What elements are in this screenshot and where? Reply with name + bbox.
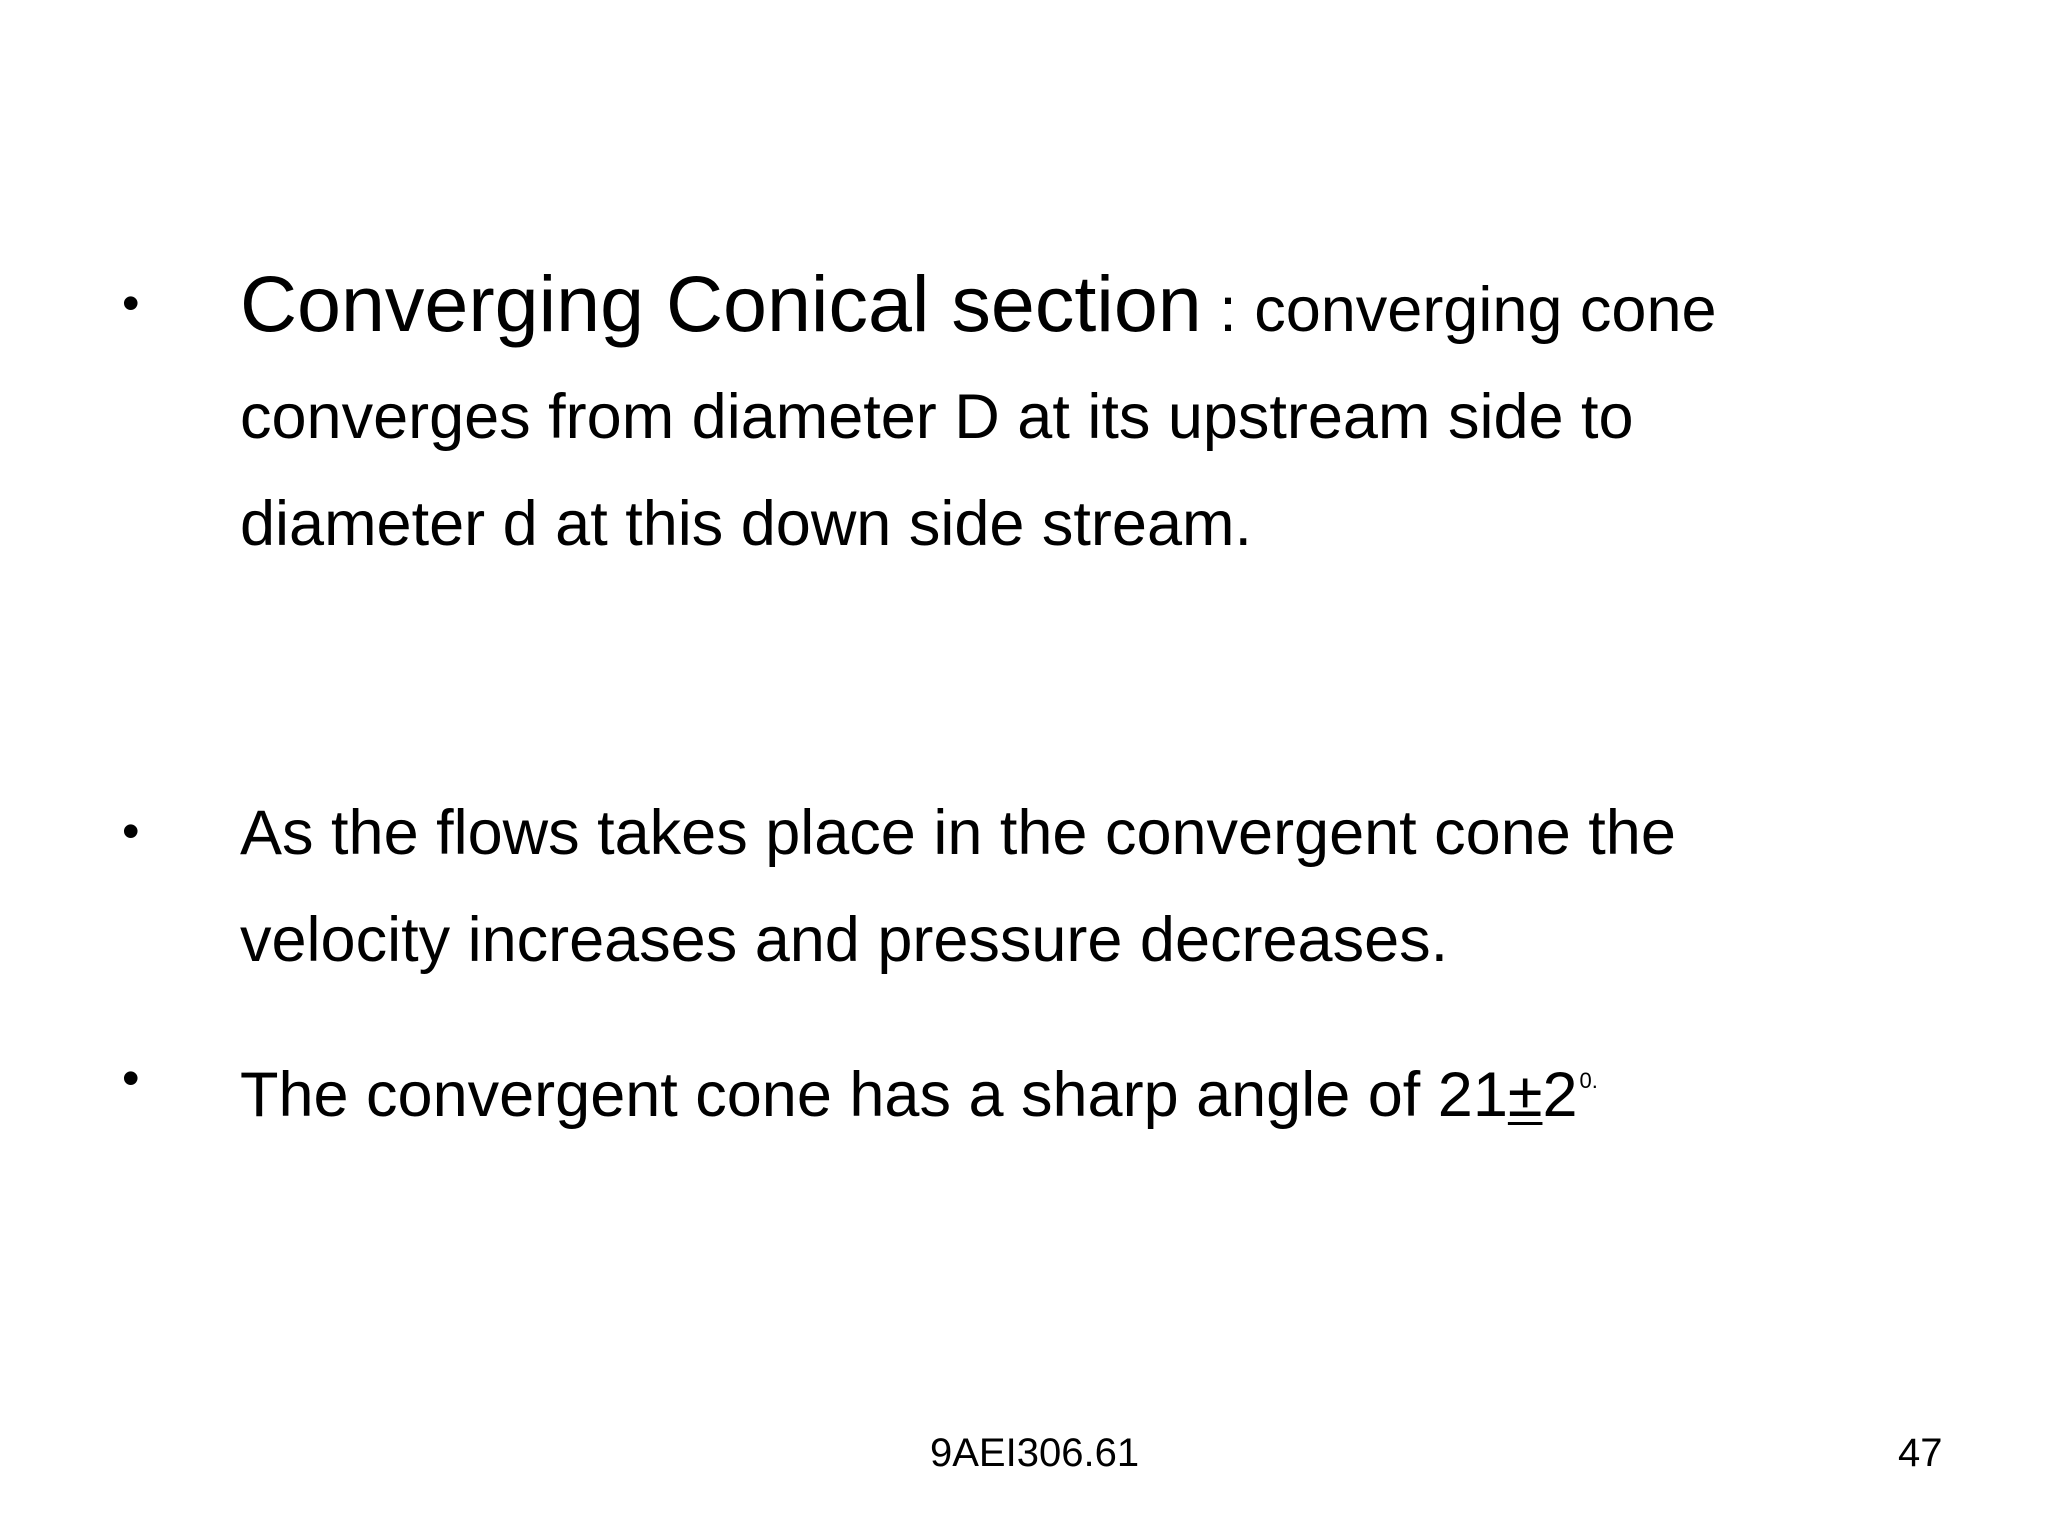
bullet-line [240,1027,1940,1149]
bullet-dot: • [122,1050,140,1106]
degree-superscript: 0. [1579,1068,1598,1093]
bullet-text [240,780,1940,994]
bullet-line [240,250,1940,364]
bullet-dot: • [122,275,140,331]
bullet-text [240,1027,1940,1149]
bullet-line-text: : converging cone [1201,275,1717,345]
angle-text: The convergent cone has a sharp angle of 21 [240,1060,1508,1130]
plus-minus-symbol: ± [1507,1060,1543,1130]
bullet-line: velocity increases and pressure decreases. [240,905,1449,975]
bullet-dot: • [122,803,140,859]
bullet-line: diameter d at this down side stream. [240,489,1252,559]
bullet-heading: Converging Conical section [240,259,1202,348]
bullet-text [240,250,1940,578]
bullet-line: As the flows takes place in the convergent cone the [240,798,1676,868]
page-number: 47 [1898,1431,1943,1475]
angle-tolerance: 2 [1542,1060,1578,1130]
bullet-line: converges from diameter D at its upstream side to [240,382,1634,452]
footer-code: 9AEI306.61 [930,1431,1140,1475]
